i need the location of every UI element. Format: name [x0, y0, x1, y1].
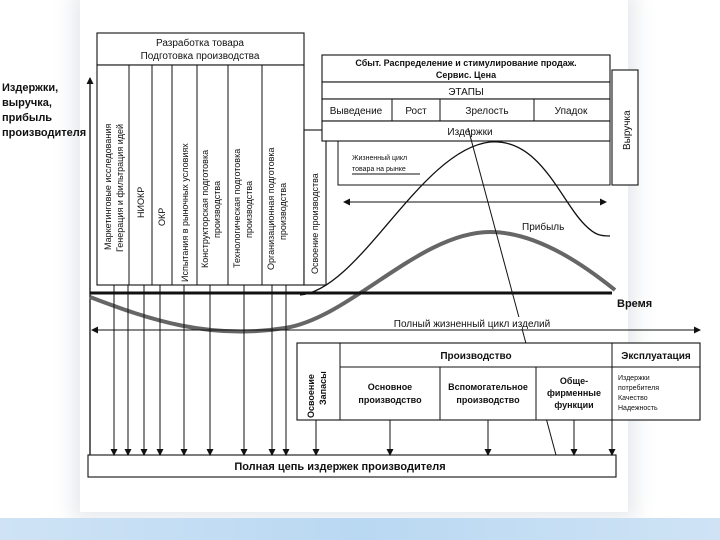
- curve-area-frame: [338, 141, 610, 185]
- dev-col-marketing: Маркетинговые исследования: [103, 123, 113, 250]
- dev-col-design-prep-2: производства: [212, 180, 222, 238]
- cost-chain-label: Полная цепь издержек производителя: [234, 461, 446, 473]
- op-item-2: потребителя: [618, 385, 660, 392]
- dev-header-line2: Подготовка производства: [140, 51, 260, 62]
- stage-decline: Упадок: [554, 106, 588, 117]
- y-axis-label-1: Издержки,: [2, 82, 59, 94]
- y-axis-label-4: производителя: [2, 127, 87, 139]
- stages-title: ЭТАПЫ: [448, 87, 484, 98]
- dev-col-design-prep: Конструкторская подготовка: [200, 149, 210, 268]
- dev-col-tech-prep-2: производства: [244, 180, 254, 238]
- y-axis-label-3: прибыль: [2, 112, 53, 124]
- dev-header-line1: Разработка товара: [156, 38, 244, 49]
- revenue-label: Выручка: [622, 110, 633, 150]
- sales-header-line1: Сбыт. Распределение и стимулирование продаж.: [355, 58, 577, 68]
- aux-production-2: производство: [456, 395, 520, 405]
- dev-col-market-tests: Испытания в рыночных условиях: [180, 143, 190, 282]
- dev-col-mastery: Освоение производства: [310, 173, 320, 274]
- time-label: Время: [617, 298, 653, 310]
- main-production-1: Основное: [367, 382, 413, 392]
- dev-col-design-work: ОКР: [157, 207, 167, 226]
- stage-introduction: Выведение: [329, 106, 383, 117]
- costs-label: Издержки: [447, 127, 493, 138]
- aux-production-1: Вспомогательное: [448, 382, 528, 392]
- dev-col-research: НИОКР: [136, 186, 146, 218]
- stage-maturity: Зрелость: [465, 106, 509, 117]
- op-item-3: Качество: [618, 395, 648, 402]
- revenue-curve: [300, 142, 610, 295]
- dev-col-ideas: Генерация и фильтрация идей: [115, 123, 125, 252]
- mastery-label-2: Запасы: [318, 371, 328, 405]
- lifecycle-label-1: Жизненный цикл: [352, 155, 408, 162]
- dev-col-org-prep: Организационная подготовка: [266, 147, 276, 270]
- operation-label: Эксплуатация: [621, 351, 691, 362]
- op-item-1: Издержки: [618, 375, 650, 382]
- general-functions-1: Обще-: [559, 376, 589, 386]
- dev-col-org-prep-2: производства: [278, 182, 288, 240]
- profit-label: Прибыль: [522, 222, 565, 233]
- dev-col-tech-prep: Технологическая подготовка: [232, 148, 242, 268]
- y-axis-label-2: выручка,: [2, 97, 52, 109]
- mastery-label-1: Освоение: [306, 374, 316, 418]
- op-item-4: Надежность: [618, 405, 658, 412]
- stage-growth: Рост: [405, 106, 427, 117]
- main-production-2: производство: [358, 395, 422, 405]
- general-functions-2: фирменные: [546, 388, 602, 398]
- general-functions-3: функции: [554, 400, 594, 410]
- production-label: Производство: [440, 351, 512, 362]
- lifecycle-label-2: товара на рынке: [352, 166, 406, 173]
- sales-header-line2: Сервис. Цена: [435, 70, 497, 80]
- full-cycle-label: Полный жизненный цикл изделий: [393, 319, 551, 330]
